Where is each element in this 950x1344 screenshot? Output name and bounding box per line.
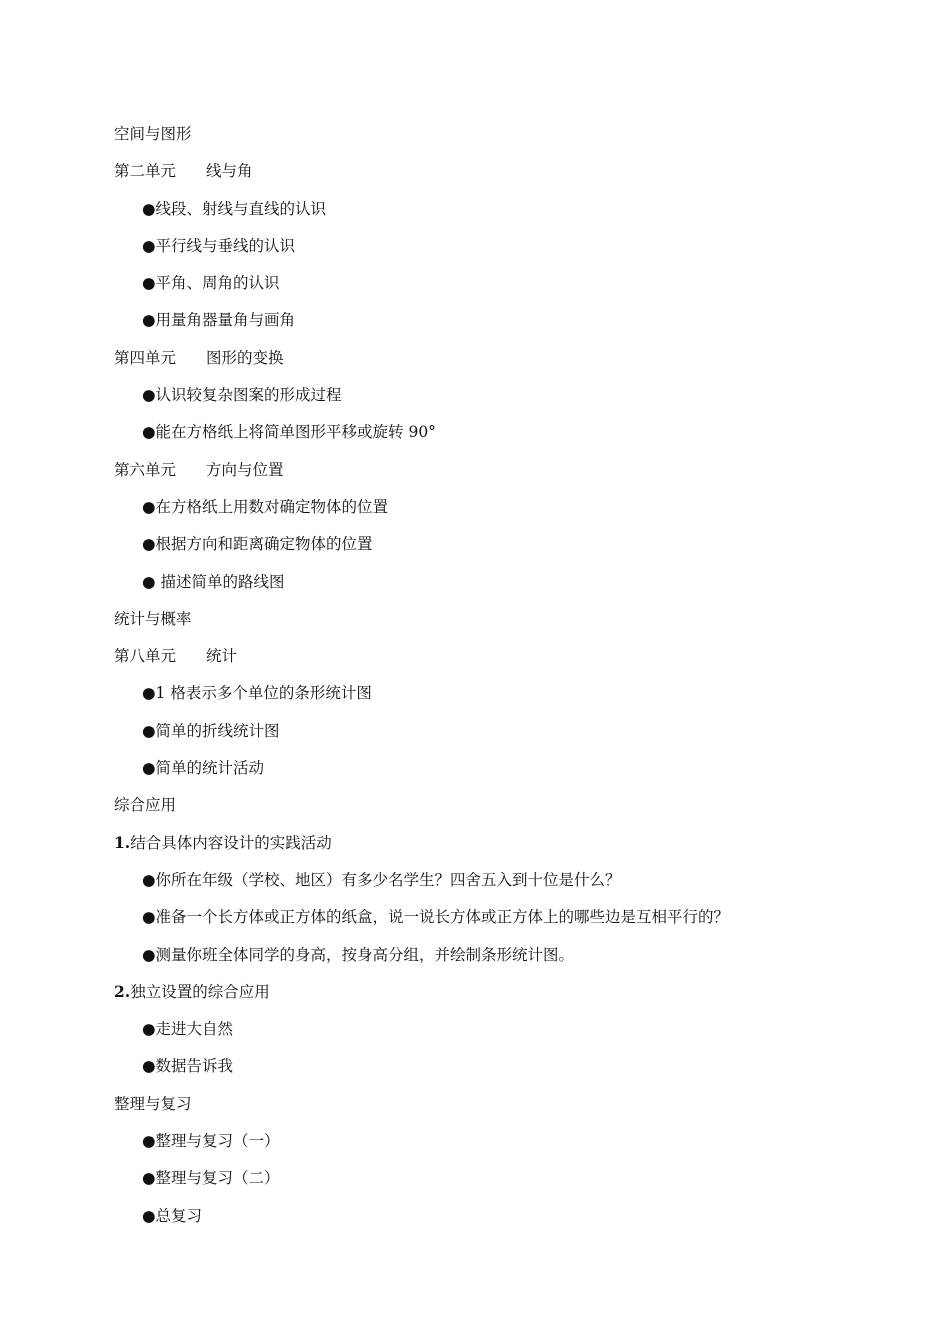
section-heading-space-geometry: 空间与图形: [114, 125, 192, 143]
list-item: ●根据方向和距离确定物体的位置: [142, 535, 373, 554]
outline-content: [114, 122, 914, 1241]
list-item: ●线段、射线与直线的认识: [142, 199, 327, 218]
unit-number: 第四单元: [114, 348, 177, 367]
list-item: ●在方格纸上用数对确定物体的位置: [142, 497, 389, 516]
list-item: ●走进大自然: [142, 1020, 234, 1039]
item-number: 2.: [114, 981, 131, 1001]
unit-number: 第六单元: [114, 460, 177, 479]
list-item: ●简单的折线统计图: [142, 721, 280, 740]
list-item: ●认识较复杂图案的形成过程: [142, 386, 342, 405]
list-item: ●数据告诉我: [142, 1057, 234, 1076]
list-item: ● 描述简单的路线图: [142, 572, 285, 591]
list-item: ●用量角器量角与画角: [142, 311, 296, 330]
section-heading-application: 综合应用: [114, 796, 177, 815]
list-item: ●简单的统计活动: [142, 759, 265, 778]
list-item: ●整理与复习（一）: [142, 1132, 280, 1151]
unit-title: 图形的变换: [206, 348, 284, 367]
list-item: ●平行线与垂线的认识: [142, 236, 296, 255]
list-item: ●总复习: [142, 1206, 203, 1225]
unit-heading-4: [114, 346, 914, 383]
list-item: ●整理与复习（二）: [142, 1169, 280, 1188]
list-item: ●能在方格纸上将简单图形平移或旋转 90°: [142, 423, 436, 442]
list-item: ●测量你班全体同学的身高，按身高分组，并绘制条形统计图。: [142, 945, 575, 964]
unit-heading-6: [114, 458, 914, 495]
item-title: 独立设置的综合应用: [130, 982, 270, 1001]
unit-heading-2: [114, 159, 914, 196]
list-item: ●平角、周角的认识: [142, 274, 280, 293]
list-item: ●1 格表示多个单位的条形统计图: [142, 684, 372, 703]
unit-number: 第八单元: [114, 647, 177, 666]
section-heading-review: 整理与复习: [114, 1094, 192, 1113]
unit-title: 方向与位置: [206, 460, 284, 479]
unit-title: 线与角: [206, 162, 253, 181]
unit-title: 统计: [206, 647, 238, 666]
numbered-heading-1: [114, 831, 914, 868]
list-item: ●你所在年级（学校、地区）有多少名学生？四舍五入到十位是什么？: [142, 870, 621, 889]
section-heading-statistics: 统计与概率: [114, 609, 192, 628]
unit-number: 第二单元: [114, 162, 177, 181]
list-item: ●准备一个长方体或正方体的纸盒，说一说长方体或正方体上的哪些边是互相平行的？: [142, 908, 730, 927]
unit-heading-8: [114, 644, 914, 681]
item-title: 结合具体内容设计的实践活动: [130, 833, 332, 852]
numbered-heading-2: [114, 980, 914, 1017]
item-number: 1.: [114, 832, 131, 852]
